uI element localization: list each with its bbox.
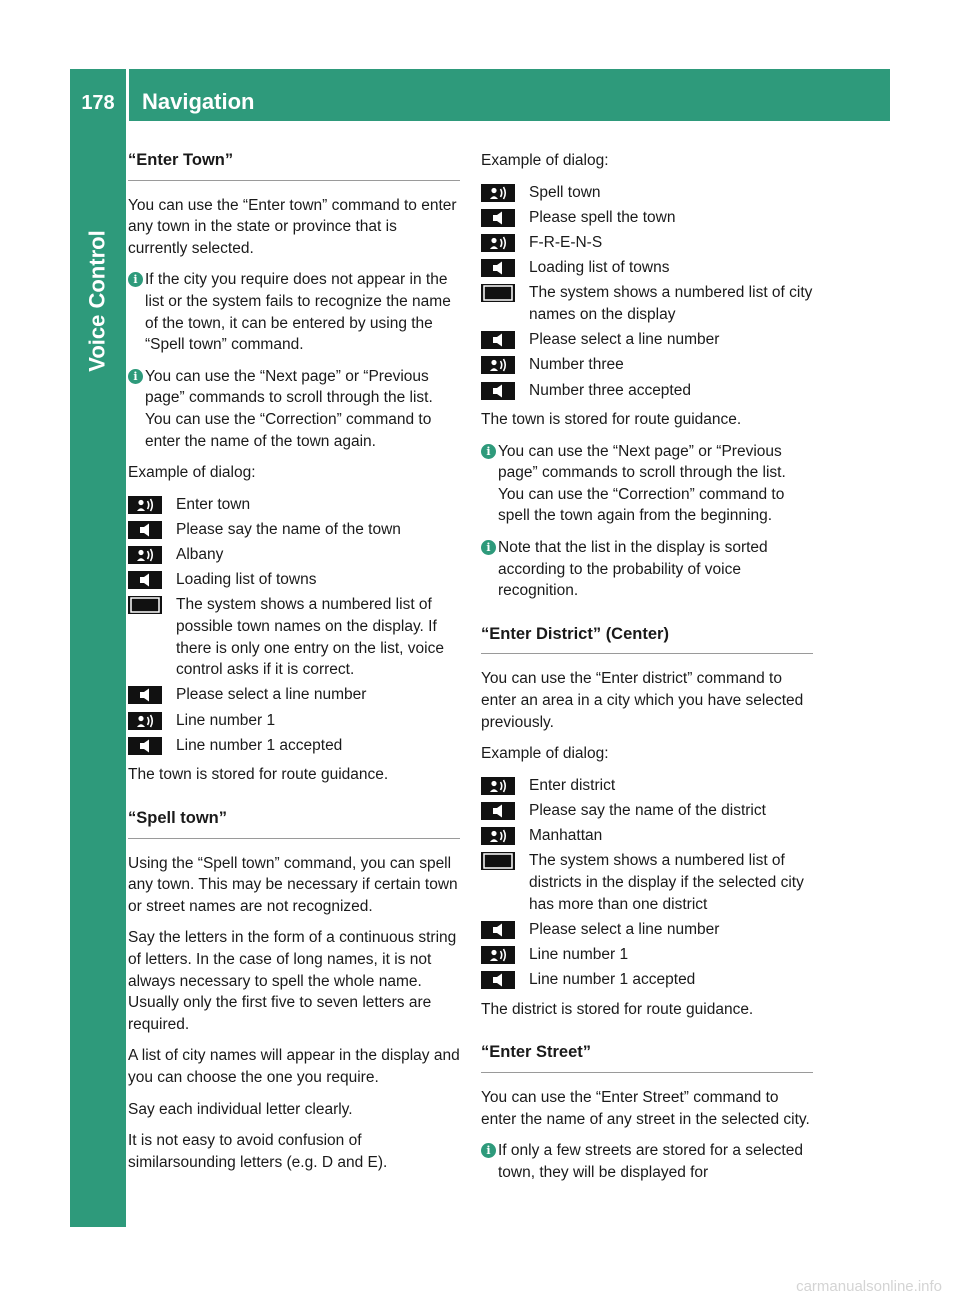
dialog-text: The system shows a numbered list of possible town names on the display. If there is only one entry on the list, voice control asks if it is correct. xyxy=(176,596,444,679)
info-icon: i xyxy=(481,444,496,459)
speak-icon xyxy=(481,234,515,252)
dialog-text: Please select a line number xyxy=(529,331,720,349)
dialog-row xyxy=(481,944,813,966)
system-voice-icon xyxy=(128,737,162,755)
dialog-row xyxy=(481,207,813,229)
dialog-text: Albany xyxy=(176,546,224,564)
dialog-text: Line number 1 xyxy=(176,711,276,729)
header-divider xyxy=(126,69,129,121)
dialog-text: Please say the name of the town xyxy=(176,520,401,538)
dialog-text: Loading list of towns xyxy=(529,259,670,277)
dialog-row xyxy=(481,232,813,254)
example-label: Example of dialog: xyxy=(128,464,256,482)
dialog-row xyxy=(128,684,460,706)
example-label: Example of dialog: xyxy=(481,745,609,763)
dialog-list xyxy=(128,494,460,757)
system-voice-icon xyxy=(481,921,515,939)
paragraph: You can use the “Enter Street” command to enter the name of any street in the selected city. xyxy=(481,1088,810,1128)
display-icon xyxy=(128,596,162,614)
dialog-text: Manhattan xyxy=(529,827,603,845)
dialog-text: Please spell the town xyxy=(529,208,676,226)
side-tab-label: Voice Control xyxy=(85,230,111,372)
note-text: If only a few streets are stored for a selected town, they will be displayed for xyxy=(498,1142,803,1181)
system-voice-icon xyxy=(481,259,515,277)
info-note xyxy=(481,1140,813,1183)
example-label: Example of dialog: xyxy=(481,152,609,169)
dialog-text: Loading list of towns xyxy=(176,571,317,589)
dialog-text: Please select a line number xyxy=(176,686,367,704)
left-column xyxy=(128,150,460,1183)
note-text: You can use the “Next page” or “Previous page” commands to scroll through the list. You can use the “Correction” command to enter the name of the town again. xyxy=(145,367,433,450)
dialog-text: The system shows a numbered list of city names on the display xyxy=(529,284,813,323)
paragraph: You can use the “Enter town” command to enter any town in the state or province that is currently selected. xyxy=(128,196,457,257)
note-text: Note that the list in the display is sorted according to the probability of voice recognition. xyxy=(498,539,768,600)
dialog-row xyxy=(481,775,813,797)
dialog-row xyxy=(481,800,813,822)
dialog-text: Number three accepted xyxy=(529,381,691,399)
dialog-row xyxy=(128,594,460,680)
page-header xyxy=(70,69,890,121)
dialog-text: Please select a line number xyxy=(529,920,720,938)
dialog-row xyxy=(128,735,460,757)
section-title: Navigation xyxy=(142,89,255,114)
dialog-row xyxy=(481,182,813,204)
paragraph: It is not easy to avoid confusion of similarsounding letters (e.g. D and E). xyxy=(128,1132,388,1171)
speak-icon xyxy=(481,946,515,964)
paragraph: You can use the “Enter district” command to enter an area in a city which you have selected previously. xyxy=(481,670,804,731)
dialog-row xyxy=(481,329,813,351)
dialog-text: Enter district xyxy=(529,776,616,794)
dialog-row xyxy=(128,544,460,566)
heading-enter-street: “Enter Street” xyxy=(481,1042,813,1073)
info-icon: i xyxy=(128,369,143,384)
dialog-row xyxy=(481,282,813,325)
right-column xyxy=(481,150,813,1193)
speak-icon xyxy=(128,496,162,514)
paragraph: Say the letters in the form of a continuous string of letters. In the case of long names, it is not always necessary to spell the whole name. Usually only the first five to seven letters are required. xyxy=(128,929,457,1033)
info-note xyxy=(128,269,460,355)
dialog-row xyxy=(481,354,813,376)
heading-enter-town: “Enter Town” xyxy=(128,150,460,181)
speak-icon xyxy=(481,777,515,795)
info-icon: i xyxy=(128,272,143,287)
result-text: The town is stored for route guidance. xyxy=(128,766,389,784)
dialog-row xyxy=(128,519,460,541)
info-note xyxy=(481,537,813,602)
system-voice-icon xyxy=(481,382,515,400)
side-tab-label-wrap xyxy=(70,121,126,481)
dialog-text: Please say the name of the district xyxy=(529,802,766,819)
speak-icon xyxy=(481,827,515,845)
heading-spell-town: “Spell town” xyxy=(128,808,460,839)
dialog-text: F-R-E-N-S xyxy=(529,233,603,251)
display-icon xyxy=(481,284,515,302)
dialog-row xyxy=(481,919,813,941)
dialog-row xyxy=(128,569,460,591)
dialog-text: Line number 1 xyxy=(529,945,629,963)
speak-icon xyxy=(481,184,515,202)
dialog-row xyxy=(481,380,813,402)
dialog-text: Line number 1 accepted xyxy=(529,971,696,989)
speak-icon xyxy=(481,356,515,374)
dialog-row xyxy=(481,825,813,847)
system-voice-icon xyxy=(128,686,162,704)
info-note xyxy=(481,441,813,527)
dialog-text: The system shows a numbered list of districts in the display if the selected city has more than one district xyxy=(529,852,804,913)
result-text: The district is stored for route guidance. xyxy=(481,1000,754,1018)
watermark: carmanualsonline.info xyxy=(796,1278,942,1295)
system-voice-icon xyxy=(128,521,162,539)
system-voice-icon xyxy=(481,802,515,820)
dialog-row xyxy=(481,257,813,279)
system-voice-icon xyxy=(481,209,515,227)
dialog-row xyxy=(128,494,460,516)
dialog-row xyxy=(128,710,460,732)
dialog-row xyxy=(481,969,813,991)
dialog-text: Line number 1 accepted xyxy=(176,736,343,754)
dialog-text: Number three xyxy=(529,356,624,374)
result-text: The town is stored for route guidance. xyxy=(481,411,742,429)
paragraph: A list of city names will appear in the display and you can choose the one you require. xyxy=(128,1047,460,1086)
display-icon xyxy=(481,852,515,870)
dialog-list xyxy=(481,182,813,402)
info-note xyxy=(128,366,460,452)
dialog-list xyxy=(481,775,813,991)
info-icon: i xyxy=(481,1143,496,1158)
system-voice-icon xyxy=(481,331,515,349)
paragraph: Using the “Spell town” command, you can spell any town. This may be necessary if certain town or street names are not recognized. xyxy=(128,854,458,915)
note-text: If the city you require does not appear in the list or the system fails to recognize the name of the town, it can be entered by using the “Spell town” command. xyxy=(145,271,451,354)
note-text: You can use the “Next page” or “Previous page” commands to scroll through the list. You can use the “Correction” command to spell the town again from the beginning. xyxy=(498,442,786,525)
dialog-text: Spell town xyxy=(529,183,601,201)
speak-icon xyxy=(128,546,162,564)
paragraph: Say each individual letter clearly. xyxy=(128,1100,353,1118)
page-number: 178 xyxy=(81,92,115,114)
dialog-text: Enter town xyxy=(176,495,251,513)
speak-icon xyxy=(128,712,162,730)
system-voice-icon xyxy=(481,971,515,989)
dialog-row xyxy=(481,850,813,915)
system-voice-icon xyxy=(128,571,162,589)
info-icon: i xyxy=(481,540,496,555)
heading-enter-district: “Enter District” (Center) xyxy=(481,624,813,655)
